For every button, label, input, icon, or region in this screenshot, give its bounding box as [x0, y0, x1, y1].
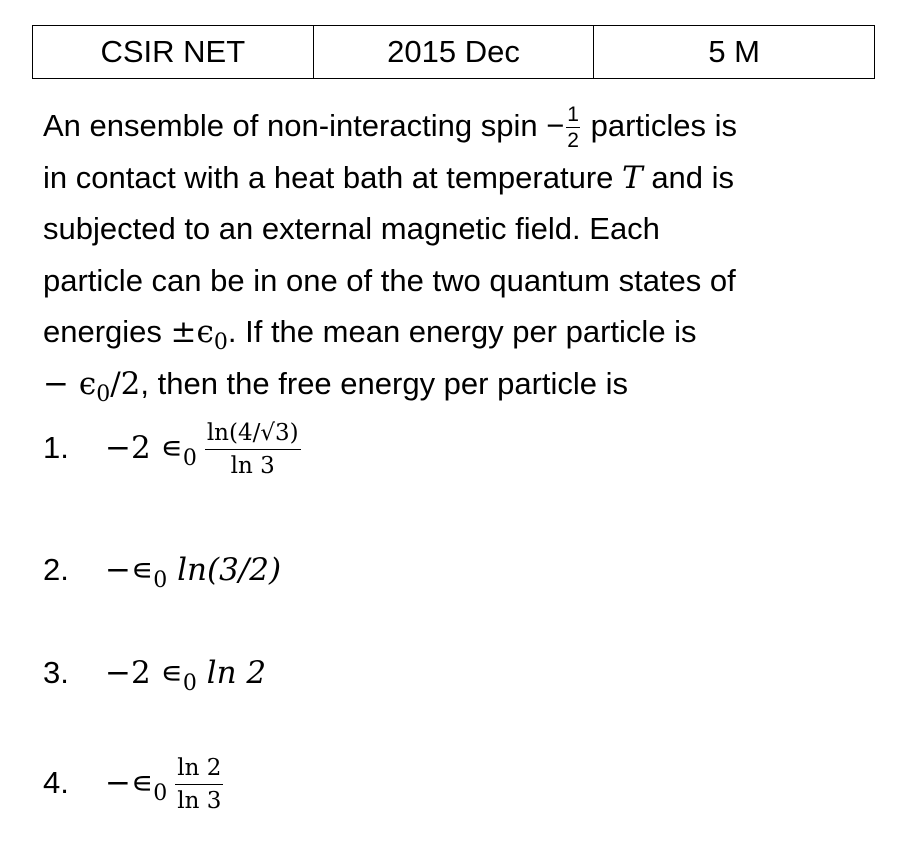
option-fraction: $\frac{\ln(4/√3)}{\ln 3}$ — [206, 420, 299, 479]
question-line-3: subjected to an external magnetic field. Each — [43, 211, 660, 246]
spin-fraction: $\frac{1}{2}$ — [567, 103, 579, 153]
question-line-4: particle can be in one of the two quantum states of — [43, 262, 736, 298]
option-fraction: $\frac{\ln 2}{\ln 3}$ — [177, 755, 222, 814]
option-2[interactable]: 2. $-∊_0$ ln(3/2) — [43, 552, 282, 593]
option-number: 2. — [43, 552, 69, 587]
exam-cell: CSIR NET — [33, 26, 314, 79]
option-1[interactable]: 1. −2 $∊_0$ $\frac{\ln(4/√3)}{\ln 3}$ — [43, 420, 299, 479]
option-number: 3. — [43, 655, 69, 690]
question-line-1: An ensemble of non-interacting spin − $\frac{1}{2}$ particles is — [43, 103, 738, 153]
option-3[interactable]: 3. −2 $∊_0$ ln 2 — [43, 655, 267, 696]
option-number: 1. — [43, 430, 69, 466]
question-line-6: − $\epsilon_0/2$, then the free energy per particle is — [43, 365, 629, 407]
question-line-5: energies $\pm\epsilon_0$. If the mean energy per particle is — [43, 314, 697, 355]
marks-cell: 5 M — [594, 26, 875, 79]
header-table — [32, 25, 875, 79]
option-number: 4. — [43, 765, 69, 801]
question-text — [43, 100, 893, 409]
session-cell: 2015 Dec — [313, 26, 594, 79]
option-4[interactable]: 4. $-∊_0$ $\frac{\ln 2}{\ln 3}$ — [43, 755, 222, 814]
question-line-2: in contact with a heat bath at temperature T and is — [43, 159, 735, 196]
